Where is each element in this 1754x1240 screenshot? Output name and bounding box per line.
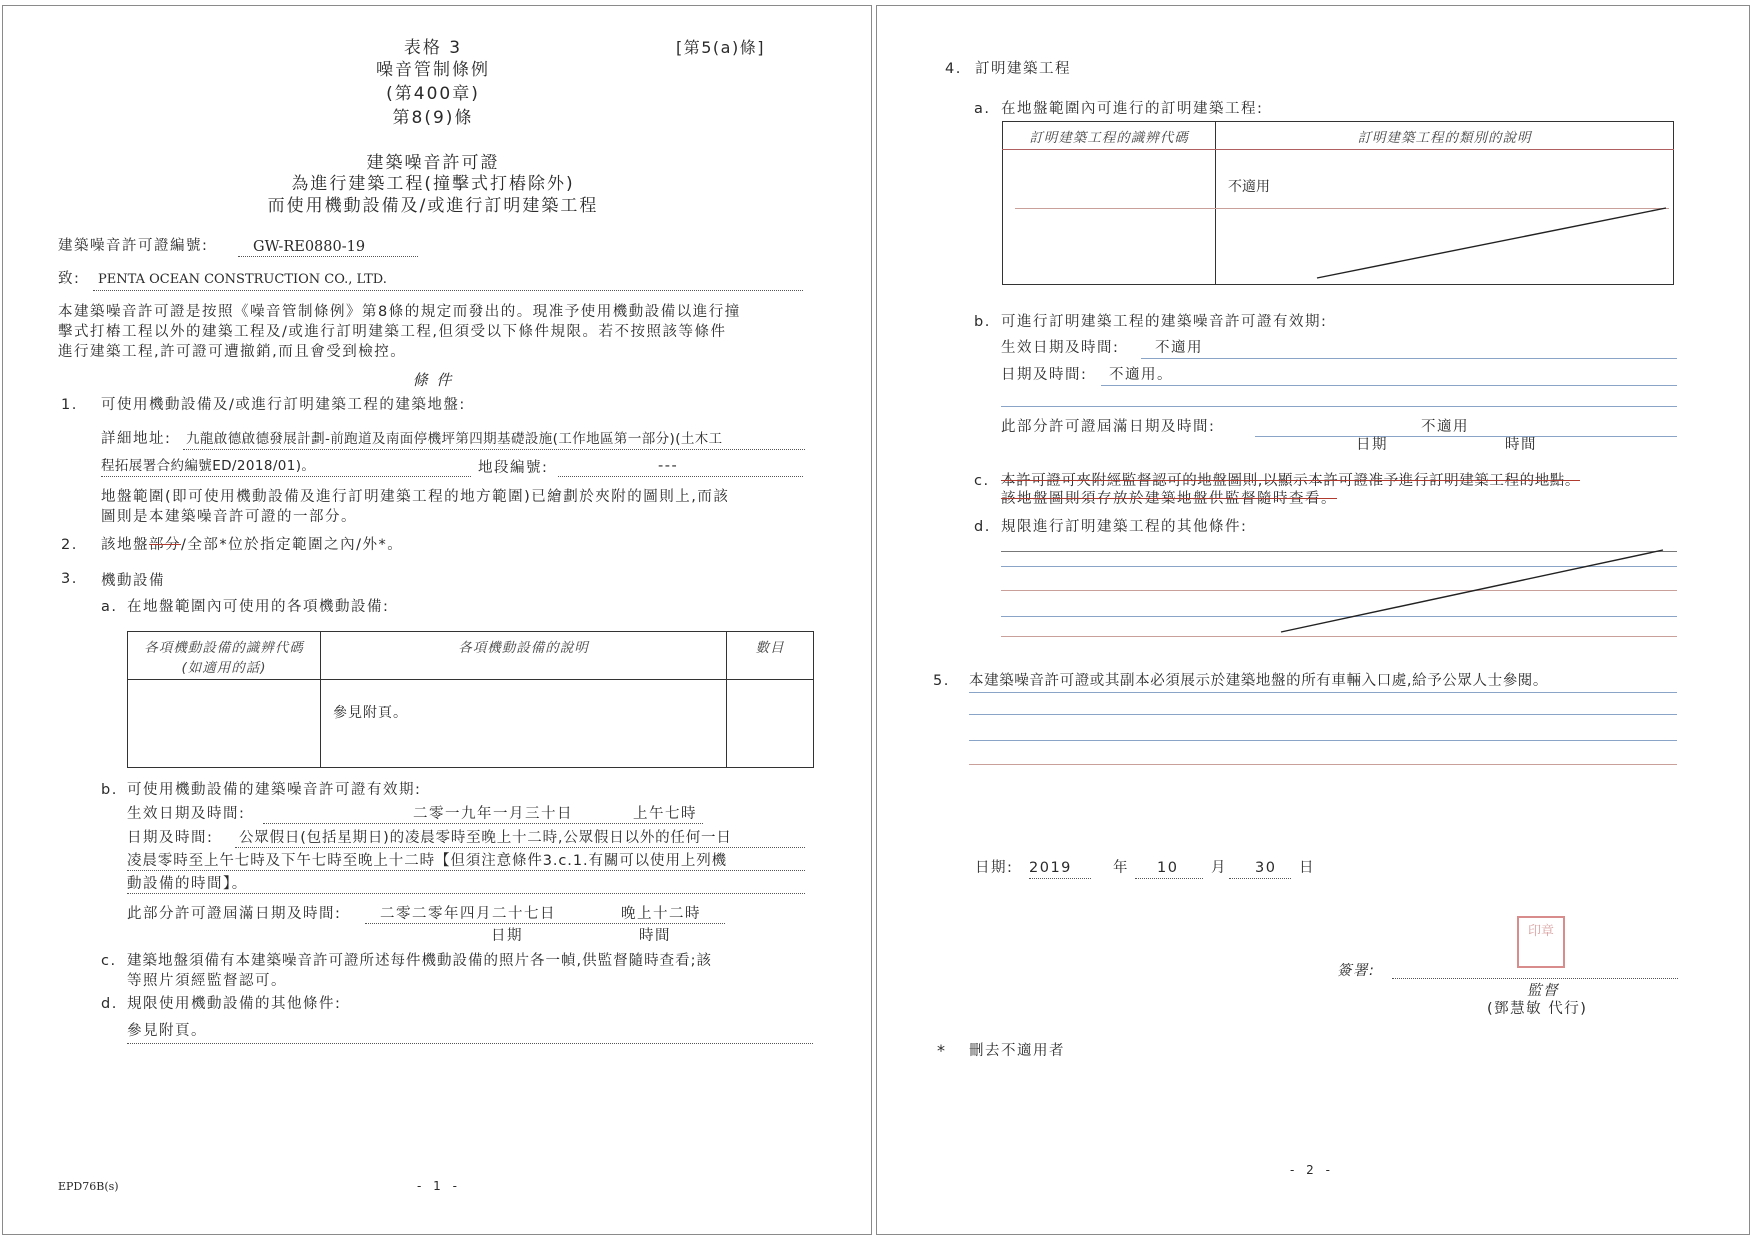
- condition-4b-text: 可進行訂明建築工程的建築噪音許可證有效期:: [1001, 314, 1328, 330]
- equipment-days-line-3: 動設備的時間】。: [127, 876, 248, 892]
- works-days-line-1: [1101, 385, 1677, 386]
- condition-3b-label: b.: [101, 782, 118, 798]
- condition-2-struck-text: 部分: [149, 537, 181, 553]
- page-number: - 1 -: [417, 1179, 461, 1193]
- permit-number-label: 建築噪音許可證編號:: [58, 238, 209, 254]
- site-address-line-2: 程拓展署合約編號ED/2018/01)。: [101, 458, 316, 474]
- addressee-name: PENTA OCEAN CONSTRUCTION CO., LTD.: [98, 272, 387, 287]
- expiry-time-caption: 時間: [639, 928, 671, 944]
- permit-page-2: [876, 5, 1750, 1235]
- days-line-2: [127, 870, 805, 871]
- equipment-code-cell: [128, 680, 321, 768]
- site-address-label: 詳細地址:: [101, 431, 172, 447]
- lot-number-value: ---: [658, 458, 679, 474]
- condition-3a-text: 在地盤範圍內可使用的各項機動設備:: [127, 599, 390, 615]
- equipment-expiry-label: 此部分許可證屆滿日期及時間:: [127, 906, 342, 922]
- days-line-1: [235, 847, 805, 848]
- works-table-header-description: 訂明建築工程的類別的說明: [1216, 122, 1674, 150]
- works-description-value: 不適用: [1228, 179, 1270, 195]
- condition-5-line-1: [969, 692, 1677, 693]
- works-start-line: [1141, 358, 1677, 359]
- issue-date-label: 日期:: [975, 860, 1014, 876]
- issue-date-day: 30: [1255, 860, 1277, 876]
- equipment-table: [127, 631, 814, 768]
- works-days-label: 日期及時間:: [1001, 367, 1088, 383]
- intro-line-2: 擊式打樁工程以外的建築工程及/或進行訂明建築工程,但須受以下條件規限。若不按照該等條件: [58, 324, 727, 340]
- permit-number: GW-RE0880-19: [253, 239, 366, 255]
- footnote-text: 刪去不適用者: [969, 1043, 1065, 1059]
- chapter-number: (第400章): [386, 84, 480, 104]
- official-seal-icon: [1517, 916, 1565, 968]
- address-line-1: [183, 449, 805, 450]
- condition-3d-line: [127, 1043, 813, 1044]
- condition-4-text: 訂明建築工程: [975, 61, 1071, 77]
- intro-line-1: 本建築噪音許可證是按照《噪音管制條例》第8條的規定而發出的。現准予使用機動設備以進行撞: [58, 304, 741, 320]
- equipment-quantity-cell: [727, 680, 814, 768]
- condition-1-number: 1.: [61, 397, 78, 413]
- equipment-start-date: 二零一九年一月三十日: [413, 806, 573, 822]
- form-number: 表格 3: [403, 38, 463, 58]
- signer-title: 監督: [1527, 983, 1559, 999]
- condition-3c-line-2: 等照片須經監督認可。: [127, 973, 287, 989]
- works-expiry-line: [1255, 436, 1677, 437]
- condition-4b-label: b.: [974, 314, 991, 330]
- section-reference: [第5(a)條]: [676, 38, 765, 57]
- condition-2-number: 2.: [61, 537, 78, 553]
- works-expiry-label: 此部分許可證屆滿日期及時間:: [1001, 419, 1216, 435]
- signature-line: [1392, 978, 1678, 979]
- site-extent-line-2: 圖則是本建築噪音許可證的一部分。: [101, 509, 357, 525]
- month-line: [1135, 878, 1203, 879]
- condition-3d-text: 規限使用機動設備的其他條件:: [127, 996, 342, 1012]
- condition-2-text: [101, 536, 403, 554]
- works-days-value: 不適用。: [1109, 367, 1173, 383]
- lot-number-line: [558, 476, 803, 477]
- equipment-days-label: 日期及時間:: [127, 830, 214, 846]
- condition-3-text: 機動設備: [101, 573, 165, 589]
- works-expiry-time-caption: 時間: [1505, 437, 1537, 453]
- equipment-table-header-description: 各項機動設備的說明: [321, 632, 727, 680]
- condition-5-line-3: [969, 740, 1677, 741]
- equipment-days-line-2: 凌晨零時至上午七時及下午七時至晚上十二時【但須注意條件3.c.1.有關可以使用上列機: [127, 853, 728, 869]
- permit-subtitle-1: 為進行建築工程(撞擊式打樁除外): [291, 174, 575, 194]
- site-extent-line-1: 地盤範圍(即可使用機動設備及進行訂明建築工程的地方範圍)已繪劃於夾附的圖則上,而該: [101, 489, 730, 505]
- issue-date-month-char: 月: [1211, 860, 1227, 876]
- equipment-days-line-1: 公眾假日(包括星期日)的凌晨零時至晚上十二時,公眾假日以外的任何一日: [239, 830, 732, 846]
- works-days-line-2: [1001, 406, 1677, 407]
- permit-page-1: [2, 5, 872, 1235]
- works-expiry-value: 不適用: [1421, 419, 1469, 435]
- form-code: EPD76B(s): [58, 1180, 119, 1193]
- equipment-expiry-date: 二零二零年四月二十七日: [380, 906, 556, 922]
- signature-label: 簽署:: [1337, 963, 1376, 979]
- equipment-code-header-line-1: 各項機動設備的識辨代碼: [144, 640, 304, 656]
- site-address-line-1: 九龍啟德啟德發展計劃-前跑道及南面停機坪第四期基礎設施(工作地區第一部分)(土木工: [186, 431, 723, 447]
- equipment-start-time: 上午七時: [633, 806, 697, 822]
- issue-date-year-char: 年: [1113, 860, 1129, 876]
- condition-1-text: 可使用機動設備及/或進行訂明建築工程的建築地盤:: [101, 397, 466, 413]
- condition-5-line-4: [969, 764, 1677, 765]
- condition-4c-label: c.: [974, 473, 990, 489]
- condition-3b-text: 可使用機動設備的建築噪音許可證有效期:: [127, 782, 422, 798]
- condition-3c-line-1: 建築地盤須備有本建築噪音許可證所述每件機動設備的照片各一幀,供監督隨時查看;該: [127, 953, 712, 969]
- works-expiry-date-caption: 日期: [1356, 437, 1388, 453]
- condition-2-text-b: /全部*位於指定範圍之內/外*。: [181, 537, 404, 553]
- condition-3-number: 3.: [61, 571, 78, 587]
- addressee-line: [93, 290, 803, 291]
- address-line-2: [101, 476, 471, 477]
- expiry-line: [365, 923, 725, 924]
- days-line-3: [127, 893, 805, 894]
- permit-title: 建築噪音許可證: [366, 153, 500, 173]
- condition-3d-value: 參見附頁。: [127, 1023, 207, 1039]
- ordinance-title: 噪音管制條例: [376, 60, 490, 80]
- equipment-table-header-quantity: 數目: [727, 632, 814, 680]
- addressee-label: 致:: [58, 271, 81, 287]
- permit-number-line: [238, 256, 418, 257]
- conditions-heading: 條 件: [412, 371, 454, 389]
- condition-3d-label: d.: [101, 996, 118, 1012]
- condition-4d-text: 規限進行訂明建築工程的其他條件:: [1001, 519, 1248, 535]
- works-start-label: 生效日期及時間:: [1001, 340, 1120, 356]
- equipment-description-cell: 參見附頁。: [321, 680, 727, 768]
- condition-4d-label: d.: [974, 519, 991, 535]
- issue-date-month: 10: [1157, 860, 1179, 876]
- works-table-header-code: 訂明建築工程的識辨代碼: [1003, 122, 1216, 150]
- condition-4a-text: 在地盤範圍內可進行的訂明建築工程:: [1001, 101, 1264, 117]
- year-line: [1029, 878, 1091, 879]
- equipment-table-header-code: [128, 632, 321, 680]
- condition-3c-label: c.: [101, 953, 117, 969]
- signer-name: (鄧慧敏 代行): [1487, 1001, 1588, 1017]
- condition-5-text: 本建築噪音許可證或其副本必須展示於建築地盤的所有車輛入口處,給予公眾人士參閱。: [969, 673, 1549, 689]
- lot-number-label: 地段編號:: [478, 460, 549, 476]
- expiry-date-caption: 日期: [491, 928, 523, 944]
- works-start-value: 不適用: [1155, 340, 1203, 356]
- works-table-cancel-stroke: [1002, 121, 1674, 289]
- footnote-asterisk: *: [937, 1041, 947, 1060]
- issue-date-year: 2019: [1029, 860, 1072, 876]
- condition-4d-cancel-stroke: [1001, 546, 1677, 638]
- condition-4c-line-2: 該地盤圖則須存放於建築地盤供監督隨時查看。: [1001, 491, 1337, 507]
- permit-subtitle-2: 而使用機動設備及/或進行訂明建築工程: [267, 196, 599, 216]
- start-date-line: [263, 823, 703, 824]
- issue-date-day-char: 日: [1299, 860, 1315, 876]
- condition-4c-line-1: 本許可證可夾附經監督認可的地盤圖則,以顯示本許可證准予進行訂明建築工程的地點。: [1001, 473, 1581, 489]
- condition-3a-label: a.: [101, 599, 118, 615]
- page-number: - 2 -: [1290, 1163, 1334, 1177]
- condition-4-number: 4.: [945, 61, 962, 77]
- ordinance-section: 第8(9)條: [392, 108, 474, 128]
- condition-2-text-a: 該地盤: [101, 537, 149, 553]
- day-line: [1229, 878, 1291, 879]
- intro-line-3: 進行建築工程,許可證可遭撤銷,而且會受到檢控。: [58, 344, 407, 360]
- condition-5-number: 5.: [933, 673, 950, 689]
- condition-4a-label: a.: [974, 101, 991, 117]
- official-seal-text: 印章: [1527, 924, 1554, 939]
- equipment-code-header-line-2: (如適用的話): [181, 660, 267, 676]
- equipment-start-label: 生效日期及時間:: [127, 806, 246, 822]
- equipment-expiry-time: 晚上十二時: [621, 906, 701, 922]
- condition-5-line-2: [969, 714, 1677, 715]
